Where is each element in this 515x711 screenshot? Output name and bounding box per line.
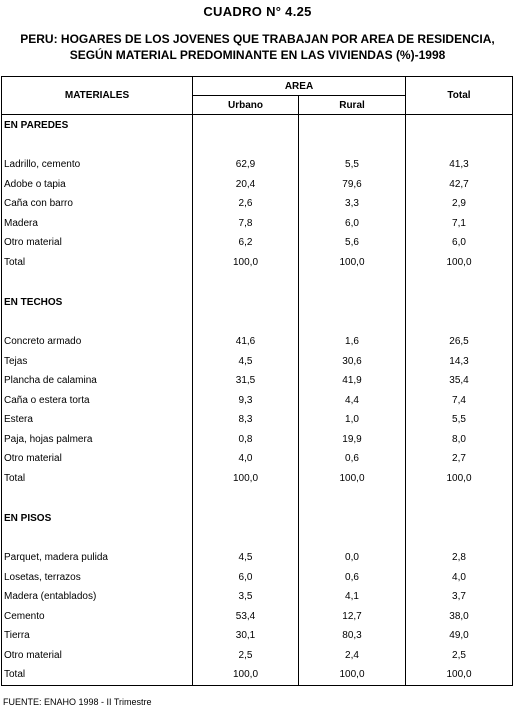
empty-cell	[299, 272, 406, 292]
spacer-row	[2, 488, 513, 508]
table-row	[2, 352, 513, 372]
row-label: Cemento	[2, 607, 193, 627]
rural-value: 4,1	[299, 587, 406, 607]
table-row	[2, 410, 513, 430]
urbano-value: 30,1	[193, 626, 299, 646]
rural-value: 5,6	[299, 233, 406, 253]
total-value: 26,5	[406, 332, 513, 352]
table-row	[2, 469, 513, 489]
empty-cell	[2, 135, 193, 155]
table-row	[2, 548, 513, 568]
urbano-value: 6,2	[193, 233, 299, 253]
section-title: EN PISOS	[2, 508, 193, 528]
table-row	[2, 391, 513, 411]
header-area: AREA	[193, 77, 406, 96]
urbano-value: 3,5	[193, 587, 299, 607]
rural-value: 1,0	[299, 410, 406, 430]
total-value: 35,4	[406, 371, 513, 391]
rural-value: 4,4	[299, 391, 406, 411]
empty-cell	[406, 528, 513, 548]
table-row	[2, 646, 513, 666]
total-value: 42,7	[406, 175, 513, 195]
row-label: Caña con barro	[2, 194, 193, 214]
header-rural: Rural	[299, 96, 406, 115]
total-value: 7,1	[406, 214, 513, 234]
urbano-value: 41,6	[193, 332, 299, 352]
empty-cell	[406, 135, 513, 155]
section-title: EN TECHOS	[2, 292, 193, 312]
table-title-line-1: PERU: HOGARES DE LOS JOVENES QUE TRABAJAN POR AREA DE RESIDENCIA,	[20, 32, 495, 46]
empty-cell	[2, 272, 193, 292]
table-row	[2, 449, 513, 469]
urbano-value: 6,0	[193, 568, 299, 588]
total-value: 8,0	[406, 430, 513, 450]
section-title: EN PAREDES	[2, 115, 193, 136]
empty-cell	[2, 528, 193, 548]
spacer-row	[2, 272, 513, 292]
total-value: 41,3	[406, 155, 513, 175]
total-value: 38,0	[406, 607, 513, 627]
total-value: 5,5	[406, 410, 513, 430]
rural-value: 0,0	[299, 548, 406, 568]
rural-value: 41,9	[299, 371, 406, 391]
spacer-row	[2, 312, 513, 332]
urbano-value: 4,5	[193, 548, 299, 568]
empty-cell	[193, 528, 299, 548]
rural-value: 30,6	[299, 352, 406, 372]
urbano-value: 9,3	[193, 391, 299, 411]
total-value: 100,0	[406, 665, 513, 685]
empty-cell	[299, 292, 406, 312]
empty-cell	[193, 488, 299, 508]
urbano-value: 2,5	[193, 646, 299, 666]
urbano-value: 20,4	[193, 175, 299, 195]
empty-cell	[299, 135, 406, 155]
total-value: 2,8	[406, 548, 513, 568]
materials-table	[1, 76, 513, 686]
rural-value: 0,6	[299, 449, 406, 469]
row-label: Parquet, madera pulida	[2, 548, 193, 568]
table-row	[2, 568, 513, 588]
row-label: Otro material	[2, 646, 193, 666]
rural-value: 100,0	[299, 253, 406, 273]
row-label: Losetas, terrazos	[2, 568, 193, 588]
total-value: 2,5	[406, 646, 513, 666]
spacer-row	[2, 528, 513, 548]
table-body	[2, 115, 513, 686]
empty-cell	[299, 508, 406, 528]
table-row	[2, 332, 513, 352]
total-value: 2,9	[406, 194, 513, 214]
urbano-value: 100,0	[193, 665, 299, 685]
urbano-value: 53,4	[193, 607, 299, 627]
total-value: 100,0	[406, 469, 513, 489]
empty-cell	[406, 272, 513, 292]
table-row	[2, 253, 513, 273]
empty-cell	[193, 115, 299, 136]
empty-cell	[193, 135, 299, 155]
urbano-value: 0,8	[193, 430, 299, 450]
rural-value: 2,4	[299, 646, 406, 666]
rural-value: 5,5	[299, 155, 406, 175]
table-row	[2, 371, 513, 391]
urbano-value: 2,6	[193, 194, 299, 214]
empty-cell	[299, 312, 406, 332]
urbano-value: 8,3	[193, 410, 299, 430]
row-label: Concreto armado	[2, 332, 193, 352]
row-label: Paja, hojas palmera	[2, 430, 193, 450]
empty-cell	[299, 528, 406, 548]
rural-value: 100,0	[299, 469, 406, 489]
empty-cell	[193, 312, 299, 332]
row-label: Madera	[2, 214, 193, 234]
rural-value: 100,0	[299, 665, 406, 685]
row-label: Total	[2, 253, 193, 273]
urbano-value: 4,0	[193, 449, 299, 469]
total-value: 6,0	[406, 233, 513, 253]
rural-value: 12,7	[299, 607, 406, 627]
urbano-value: 62,9	[193, 155, 299, 175]
table-row	[2, 607, 513, 627]
urbano-value: 4,5	[193, 352, 299, 372]
row-label: Madera (entablados)	[2, 587, 193, 607]
row-label: Otro material	[2, 233, 193, 253]
total-value: 7,4	[406, 391, 513, 411]
rural-value: 79,6	[299, 175, 406, 195]
empty-cell	[406, 488, 513, 508]
empty-cell	[299, 115, 406, 136]
total-value: 49,0	[406, 626, 513, 646]
section-header-row	[2, 115, 513, 136]
row-label: Total	[2, 665, 193, 685]
row-label: Caña o estera torta	[2, 391, 193, 411]
table-row	[2, 214, 513, 234]
rural-value: 1,6	[299, 332, 406, 352]
empty-cell	[2, 312, 193, 332]
empty-cell	[406, 312, 513, 332]
row-label: Total	[2, 469, 193, 489]
rural-value: 19,9	[299, 430, 406, 450]
total-value: 100,0	[406, 253, 513, 273]
row-label: Ladrillo, cemento	[2, 155, 193, 175]
total-value: 2,7	[406, 449, 513, 469]
source-note: FUENTE: ENAHO 1998 - II Trimestre	[3, 697, 152, 707]
table-number: CUADRO N° 4.25	[203, 4, 312, 19]
table-row	[2, 626, 513, 646]
spacer-row	[2, 135, 513, 155]
row-label: Estera	[2, 410, 193, 430]
row-label: Adobe o tapia	[2, 175, 193, 195]
table-row	[2, 587, 513, 607]
total-value: 14,3	[406, 352, 513, 372]
header-materiales: MATERIALES	[2, 77, 193, 115]
empty-cell	[2, 488, 193, 508]
empty-cell	[406, 292, 513, 312]
row-label: Tejas	[2, 352, 193, 372]
header-total: Total	[406, 77, 513, 115]
rural-value: 6,0	[299, 214, 406, 234]
empty-cell	[193, 508, 299, 528]
table-title-line-2: SEGÚN MATERIAL PREDOMINANTE EN LAS VIVIENDAS (%)-1998	[69, 48, 446, 62]
urbano-value: 31,5	[193, 371, 299, 391]
table-row	[2, 430, 513, 450]
table-row	[2, 194, 513, 214]
empty-cell	[299, 488, 406, 508]
urbano-value: 100,0	[193, 253, 299, 273]
empty-cell	[406, 508, 513, 528]
urbano-value: 7,8	[193, 214, 299, 234]
empty-cell	[193, 272, 299, 292]
rural-value: 80,3	[299, 626, 406, 646]
table-row	[2, 155, 513, 175]
section-header-row	[2, 508, 513, 528]
total-value: 4,0	[406, 568, 513, 588]
row-label: Otro material	[2, 449, 193, 469]
rural-value: 3,3	[299, 194, 406, 214]
total-value: 3,7	[406, 587, 513, 607]
section-header-row	[2, 292, 513, 312]
row-label: Tierra	[2, 626, 193, 646]
urbano-value: 100,0	[193, 469, 299, 489]
empty-cell	[193, 292, 299, 312]
row-label: Plancha de calamina	[2, 371, 193, 391]
rural-value: 0,6	[299, 568, 406, 588]
table-row	[2, 175, 513, 195]
table-row	[2, 665, 513, 685]
table-row	[2, 233, 513, 253]
empty-cell	[406, 115, 513, 136]
header-urbano: Urbano	[193, 96, 299, 115]
